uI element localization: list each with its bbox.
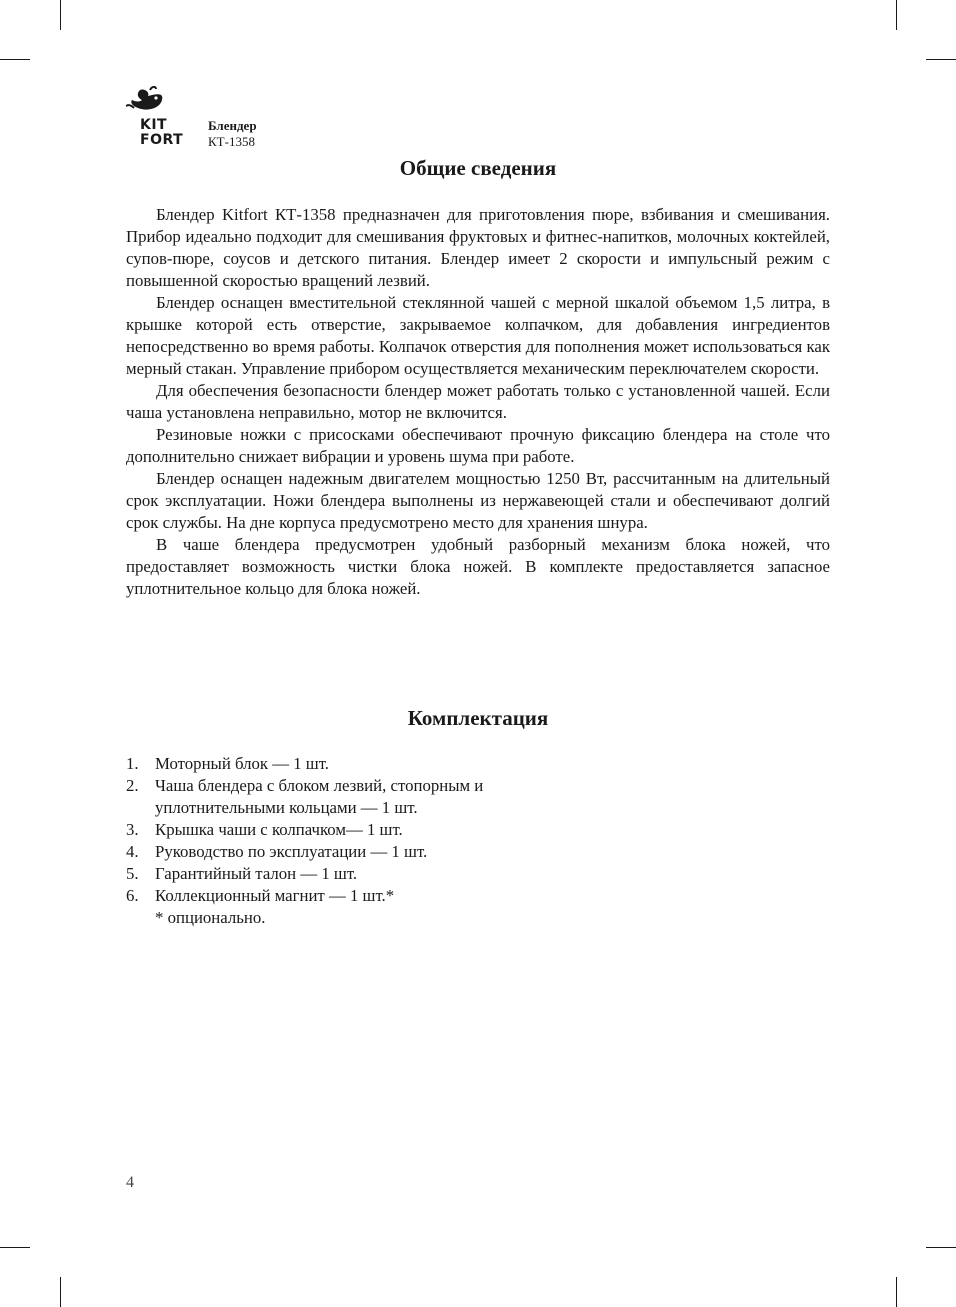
crop-mark xyxy=(926,59,956,60)
crop-mark xyxy=(926,1247,956,1248)
list-item xyxy=(126,753,626,775)
list-item-number: 2. xyxy=(126,776,139,795)
crop-mark xyxy=(60,0,61,30)
page-number: 4 xyxy=(126,1174,134,1191)
list-item-number: 3. xyxy=(126,820,139,839)
list-item-number: 4. xyxy=(126,842,139,861)
paragraph: Резиновые ножки с присосками обеспечивают прочную фиксацию блендера на столе что дополнительно снижает вибрации и уровень шума при работе. xyxy=(126,425,830,466)
paragraph: В чаше блендера предусмотрен удобный разборный механизм блока ножей, что предоставляет возможность чистки блока ножей. В комплекте предоставляется запасное уплотнительное кольцо для блока ножей. xyxy=(126,535,830,598)
paragraph: Для обеспечения безопасности блендер может работать только с установленной чашей. Если чаша установлена неправильно, мотор не включится. xyxy=(126,381,830,422)
crop-mark xyxy=(0,1247,30,1248)
paragraph: Блендер оснащен надежным двигателем мощностью 1250 Вт, рассчитанным на длительный срок эксплуатации. Ножи блендера выполнены из нержавеющей стали и обеспечивают долгий срок службы. На дне корпуса предусмотрено место для хранения шнура. xyxy=(126,469,830,532)
paragraph: Блендер оснащен вместительной стеклянной чашей с мерной шкалой объемом 1,5 литра, в крышке которой есть отверстие, закрываемое колпачком, для добавления ингредиентов непосредственно во время работы. Колпачок отверстия для пополнения может использоваться как мерный стакан. Управление прибором осуществляется механическим переключателем скорости. xyxy=(126,293,830,378)
logo-text xyxy=(126,118,194,148)
list-item xyxy=(126,841,626,863)
crop-mark xyxy=(896,1277,897,1307)
section-title-general: Общие сведения xyxy=(399,156,557,180)
kit-list xyxy=(126,753,626,907)
list-item-number: 6. xyxy=(126,886,139,905)
paragraph: Блендер Kitfort КТ-1358 предназначен для приготовления пюре, взбивания и смешивания. Прибор идеально подходит для смешивания фруктовых и фитнес-напитков, молочных коктейлей, супов-пюре, соусов и детского питания. Блендер имеет 2 скорости и импульсный режим с повышенной скоростью вращений лезвий. xyxy=(126,205,830,290)
section-title-kit: Комплектация xyxy=(407,706,549,730)
crop-mark xyxy=(896,0,897,30)
list-item-text: Крышка чаши с колпачком— 1 шт. xyxy=(155,820,403,839)
list-item-number: 5. xyxy=(126,864,139,883)
product-model: КТ-1358 xyxy=(208,134,255,149)
kit-note: * опционально. xyxy=(155,908,266,927)
list-item-text: Чаша блендера с блоком лезвий, стопорным и уплотнительными кольцами — 1 шт. xyxy=(155,776,484,817)
list-item xyxy=(126,775,555,819)
crop-mark xyxy=(60,1277,61,1307)
product-name: Блендер xyxy=(208,118,257,133)
list-item-text: Руководство по эксплуатации — 1 шт. xyxy=(155,842,428,861)
list-item xyxy=(126,885,626,907)
list-item-text: Моторный блок — 1 шт. xyxy=(155,754,329,773)
logo-line-kit: KIT xyxy=(140,117,168,133)
list-item-number: 1. xyxy=(126,754,139,773)
header-product xyxy=(208,118,257,150)
list-item-text: Гарантийный талон — 1 шт. xyxy=(155,864,358,883)
list-item-text: Коллекционный магнит — 1 шт.* xyxy=(155,886,395,905)
crop-mark xyxy=(0,59,30,60)
general-text xyxy=(126,204,830,600)
list-item xyxy=(126,863,626,885)
whale-icon xyxy=(126,86,168,116)
logo-line-fort: FORT xyxy=(140,132,184,148)
list-item xyxy=(126,819,626,841)
kitfort-logo xyxy=(126,86,196,150)
